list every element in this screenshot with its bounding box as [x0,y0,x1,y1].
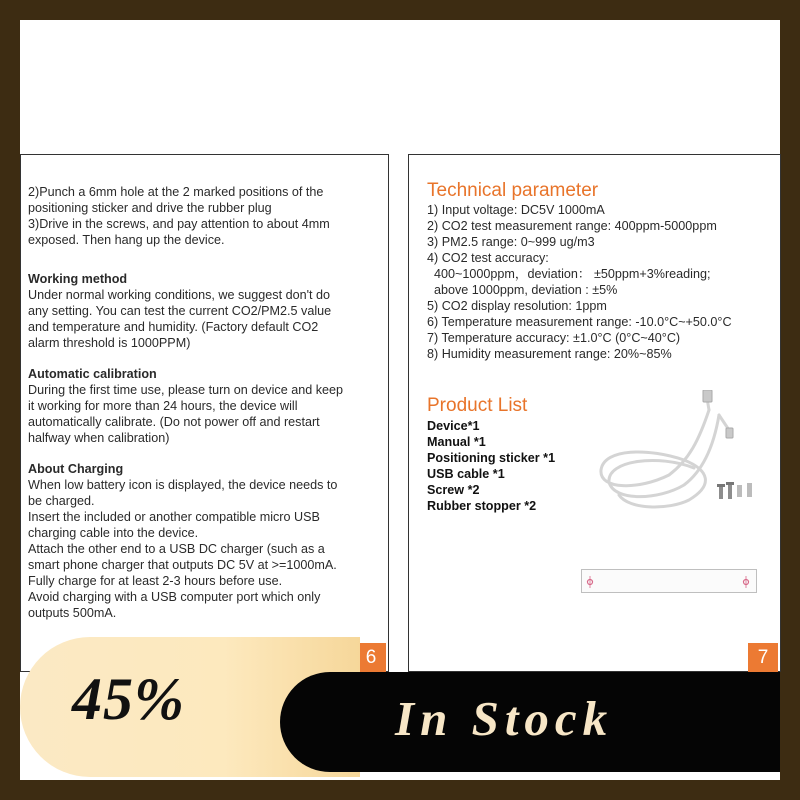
tech-line: 1) Input voltage: DC5V 1000mA [427,203,605,217]
technical-parameter-title: Technical parameter [427,180,599,201]
product-item: Rubber stopper *2 [427,499,537,513]
automatic-calibration-heading: Automatic calibration [28,367,157,381]
product-item: Positioning sticker *1 [427,451,556,465]
working-method-heading: Working method [28,272,128,286]
product-list-title: Product List [427,395,528,416]
tech-line: 400~1000ppm，deviation： ±50ppm+3%reading; [427,267,711,281]
install-line: positioning sticker and drive the rubber plug [28,201,272,215]
page-number: 7 [748,643,778,673]
charging-line: outputs 500mA. [28,606,117,620]
working-method-line: alarm threshold is 1000PPM) [28,336,191,350]
working-method-line: any setting. You can test the current CO2/PM2.5 value [28,304,332,318]
manual-page-6 [20,154,389,672]
charging-line: Avoid charging with a USB computer port which only [28,590,321,604]
calibration-line: During the first time use, please turn on device and keep [28,383,344,397]
install-line: 3)Drive in the screws, and pay attention to about 4mm [28,217,330,231]
product-item: Manual *1 [427,435,486,449]
tech-line: 6) Temperature measurement range: -10.0°C~+50.0°C [427,315,732,329]
working-method-line: Under normal working conditions, we suggest don't do [28,288,331,302]
working-method-line: and temperature and humidity. (Factory default CO2 [28,320,319,334]
about-charging-heading: About Charging [28,462,124,476]
install-line: exposed. Then hang up the device. [28,233,225,247]
calibration-line: automatically calibrate. (Do not power off and restart [28,415,320,429]
discount-label: 45% [72,666,185,732]
charging-line: charging cable into the device. [28,526,199,540]
calibration-line: it working for more than 24 hours, the device will [28,399,298,413]
charging-line: be charged. [28,494,95,508]
page-number: 6 [356,643,386,673]
tech-line: 4) CO2 test accuracy: [427,251,549,265]
install-line: 2)Punch a 6mm hole at the 2 marked positions of the [28,185,324,199]
calibration-line: halfway when calibration) [28,431,170,445]
tech-line: 3) PM2.5 range: 0~999 ug/m3 [427,235,595,249]
positioning-sticker-image [581,569,757,593]
charging-line: Insert the included or another compatible micro USB [28,510,320,524]
charging-line: When low battery icon is displayed, the device needs to [28,478,338,492]
charging-line: Fully charge for at least 2-3 hours before use. [28,574,283,588]
tech-line: 8) Humidity measurement range: 20%~85% [427,347,672,361]
tech-line: 7) Temperature accuracy: ±1.0°C (0°C~40°C) [427,331,681,345]
charging-line: smart phone charger that outputs DC 5V at >=1000mA. [28,558,337,572]
product-item: Device*1 [427,419,480,433]
tech-line: 5) CO2 display resolution: 1ppm [427,299,607,313]
tech-line: 2) CO2 test measurement range: 400ppm-5000ppm [427,219,717,233]
usb-cable-image [589,390,769,520]
stock-label: In Stock [395,691,614,746]
screws-icon [717,482,752,499]
manual-page-7 [408,154,781,672]
charging-line: Attach the other end to a USB DC charger (such as a [28,542,325,556]
product-item: Screw *2 [427,483,480,497]
tech-line: above 1000ppm, deviation : ±5% [427,283,618,297]
product-item: USB cable *1 [427,467,505,481]
